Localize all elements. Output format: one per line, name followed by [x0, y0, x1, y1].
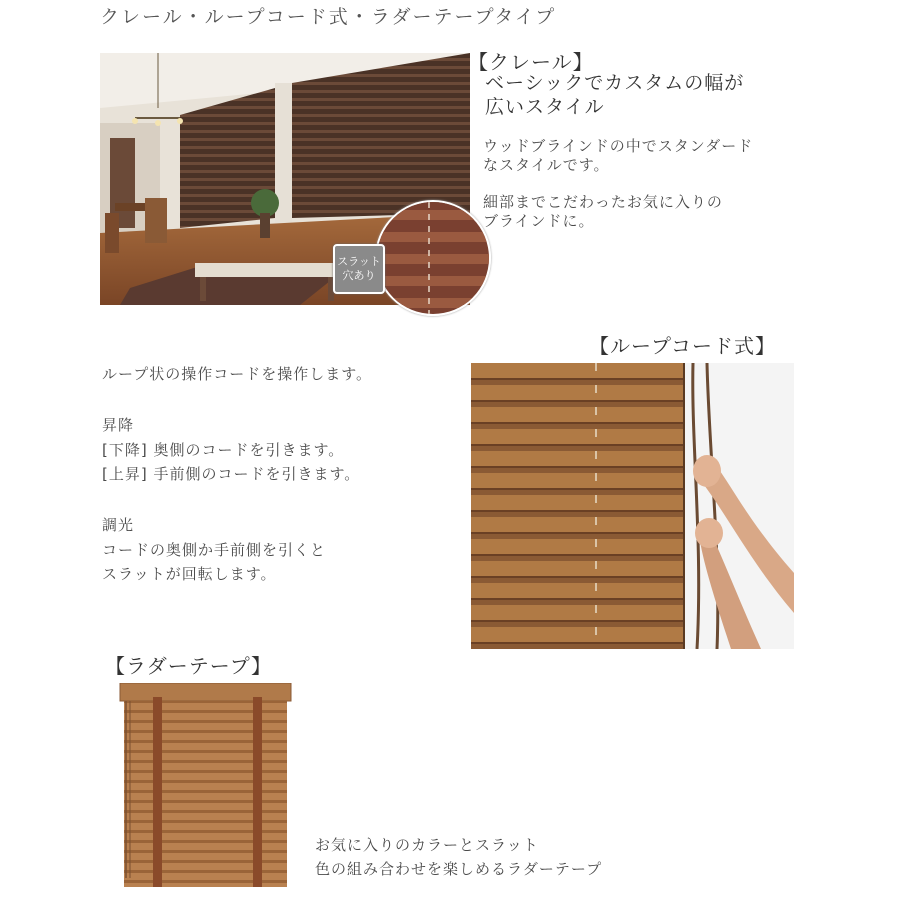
slat-zoom-circle	[375, 200, 491, 316]
slat-hole-badge	[333, 244, 385, 294]
slat-closeup-illustration	[377, 202, 489, 314]
loop-heading: 【ループコード式】	[589, 334, 776, 358]
ladder-caption-line2: 色の組み合わせを楽しめるラダーテープ	[315, 860, 603, 878]
clair-para2-line2: ブラインドに。	[483, 212, 595, 230]
ladder-heading: 【ラダーテープ】	[105, 654, 272, 678]
loop-cord-photo	[471, 363, 794, 649]
page-title: クレール・ループコード式・ラダーテープタイプ	[100, 6, 557, 28]
clair-para2-line1: 細部までこだわったお気に入りの	[483, 193, 723, 211]
loop-cord-illustration	[471, 363, 794, 649]
loop-tilt-title: 調光	[102, 516, 135, 534]
loop-down-line: [下降] 奥側のコードを引きます。	[102, 441, 345, 459]
clair-lead-line1: ベーシックでカスタムの幅が	[485, 72, 745, 94]
ladder-caption-line1: お気に入りのカラーとスラット	[315, 836, 539, 854]
loop-tilt-line2: スラットが回転します。	[102, 565, 277, 583]
loop-up-line: [上昇] 手前側のコードを引きます。	[102, 465, 361, 483]
clair-lead-line2: 広いスタイル	[485, 96, 605, 118]
badge-line2: 穴あり	[342, 269, 376, 282]
loop-intro: ループ状の操作コードを操作します。	[102, 365, 373, 383]
ladder-blind-illustration	[118, 683, 293, 889]
clair-heading: 【クレール】	[468, 50, 594, 74]
loop-tilt-line1: コードの奥側か手前側を引くと	[102, 541, 327, 559]
ladder-blind-photo	[118, 683, 293, 889]
loop-updown-title: 昇降	[102, 416, 135, 434]
clair-para1-line2: なスタイルです。	[483, 156, 610, 174]
clair-para1-line1: ウッドブラインドの中でスタンダード	[483, 137, 754, 155]
badge-line1: スラット	[337, 255, 381, 268]
